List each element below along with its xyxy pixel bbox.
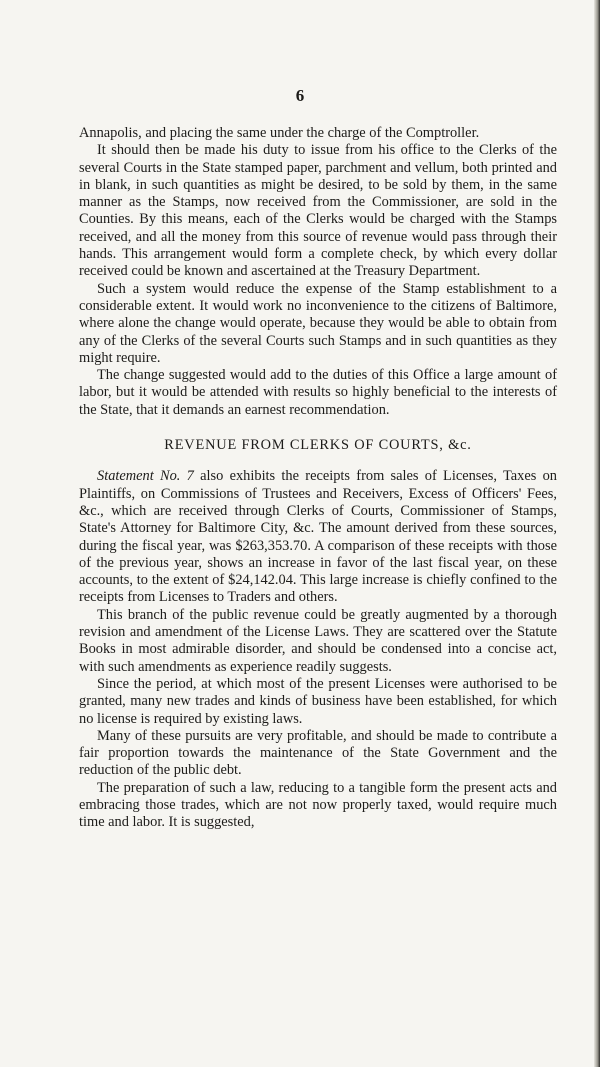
statement-reference: Statement No. 7	[97, 468, 194, 485]
paragraph-license-laws: This branch of the public revenue could be greatly augmented by a thorough revision and amendment of the License Laws. They are scattered over the Statute Books in most admirable disorder, and should be condensed into a concise act, with such amendments as experience readily suggests.	[79, 606, 557, 675]
paragraph-profitable-pursuits: Many of these pursuits are very profitable, and should be made to contribute a fair proportion towards the maintenance of the State Government and the reduction of the public debt.	[79, 727, 557, 779]
paragraph-recommendation: The change suggested would add to the duties of this Office a large amount of labor, but it would be attended with results so highly beneficial to the interests of the State, that it demands an earnest recommendation.	[79, 367, 557, 418]
page-edge-shadow	[594, 0, 600, 1067]
section-heading: REVENUE FROM CLERKS OF COURTS, &c.	[164, 437, 472, 454]
page-number: 6	[295, 86, 305, 105]
paragraph-continuation: Annapolis, and placing the same under the charge of the Comptroller.	[79, 125, 480, 141]
paragraph-law-preparation: The preparation of such a law, reducing to a tangible form the present acts and embracing those trades, which are not now properly taxed, would require much time and labor. It is suggested,	[79, 779, 557, 831]
body-text	[79, 125, 557, 832]
paragraph-new-trades: Since the period, at which most of the present Licenses were authorised to be granted, many new trades and kinds of business have been established, for which no license is required by existing laws.	[79, 675, 557, 727]
paragraph-stamp-system: Such a system would reduce the expense of the Stamp establishment to a considerable extent. It would work no inconvenience to the citizens of Baltimore, where alone the change would operate, because they would be able to obtain from any of the Clerks of the several Courts such Stamps and in such quantities as they might require.	[79, 280, 557, 366]
paragraph-statement-7	[79, 468, 557, 606]
statement-text: also exhibits the receipts from sales of Licenses, Taxes on Plaintiffs, on Commissions of Trustees and Receivers, Excess of Officers' Fees, &c., which are received through Clerks of Courts, Commissioner of Stamps, State's Attorney for Baltimore City, &c. The amount derived from these sources, during the fiscal year, was $263,353.70. A comparison of these receipts with those of the previous year, shows an increase in favor of the last fiscal year, on these accounts, to the extent of $24,142.04. This large increase is chiefly confined to the receipts from Licenses to Traders and others.	[79, 468, 557, 606]
paragraph-stamped-paper: It should then be made his duty to issue from his office to the Clerks of the several Courts in the State stamped paper, parchment and vellum, both printed and in blank, in such quantities as might be desired, to be sold by them, in the same manner as the Stamps, now received from the Commissioner, are sold in the Counties. By this means, each of the Clerks would be charged with the Stamps received, and all the money from this source of revenue would pass through their hands. This arrangement would form a complete check, by which every dollar received could be known and ascertained at the Treasury Department.	[79, 142, 557, 280]
